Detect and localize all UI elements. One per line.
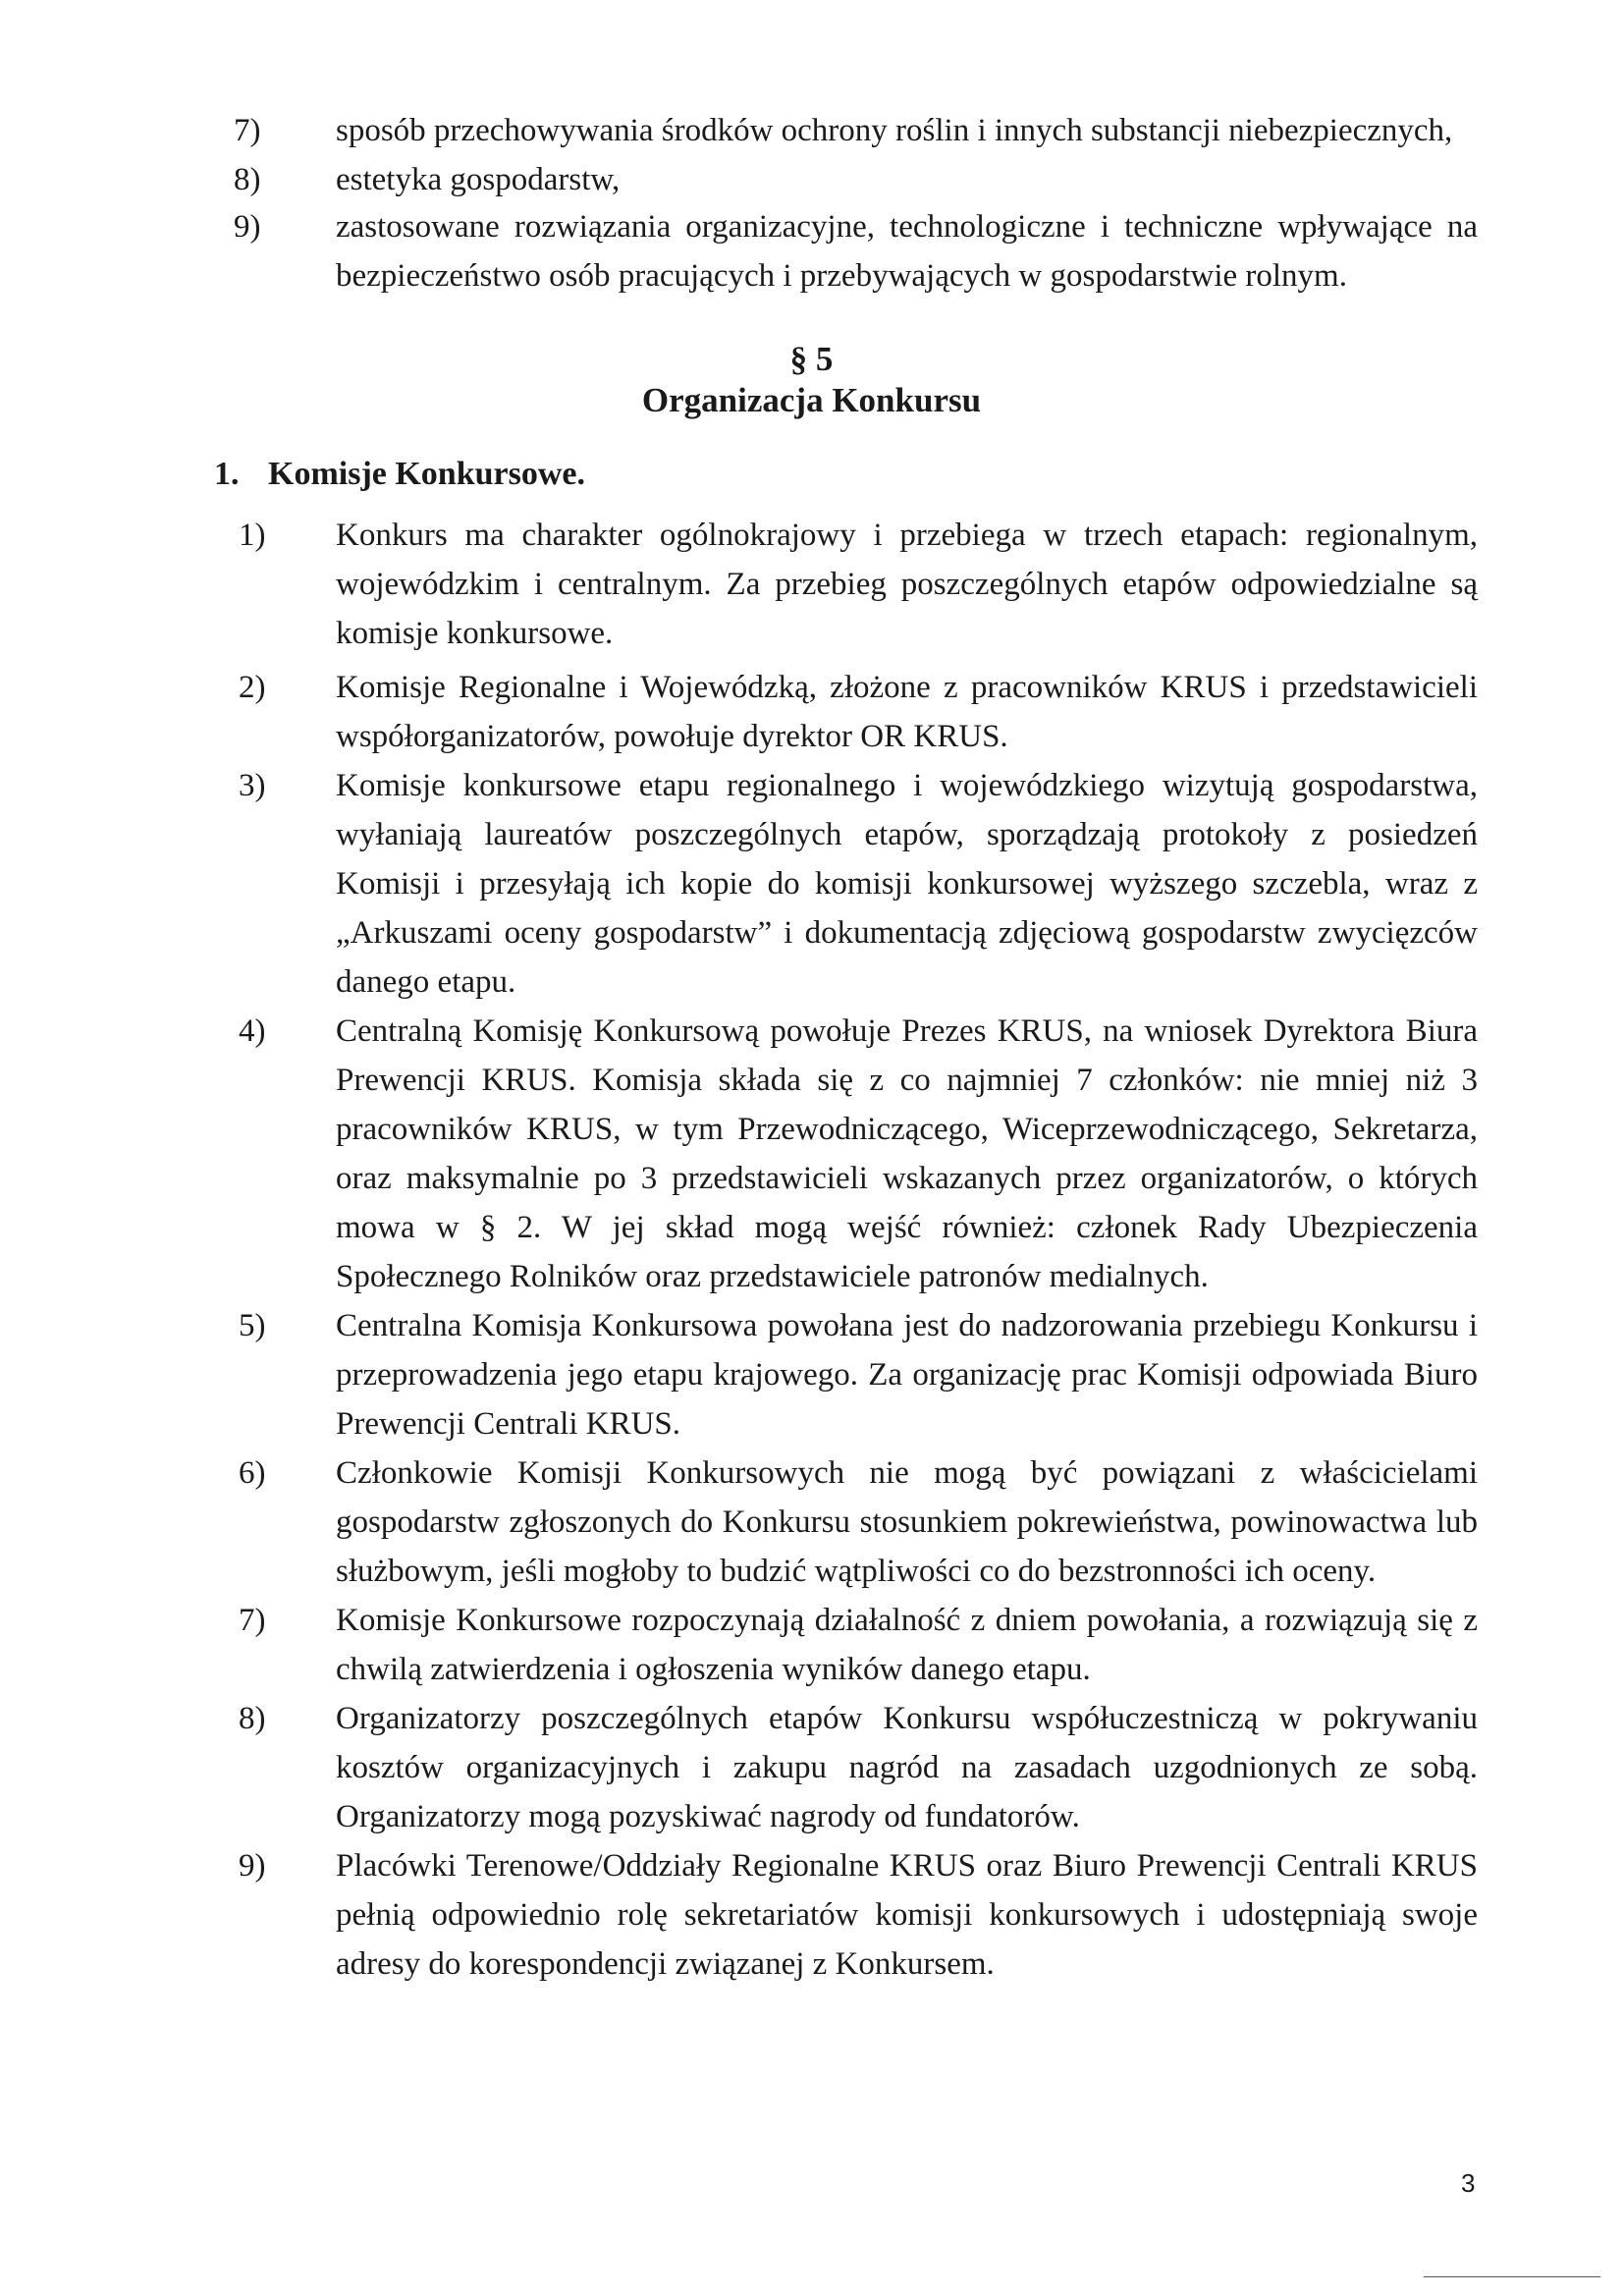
subsection-heading: [214, 450, 585, 499]
list-item: [239, 1449, 1478, 1596]
list-item-number: 6): [239, 1455, 266, 1491]
list-item-text: estetyka gospodarstw,: [336, 162, 621, 197]
list-item-text: zastosowane rozwiązania organizacyjne, technologiczne i techniczne wpływające na bezpieczeństwo osób pracujących i przebywających w gospodarstwie rolnym.: [336, 209, 1478, 294]
list-item-number: 3): [239, 768, 266, 803]
list-item-text: Komisje konkursowe etapu regionalnego i wojewódzkiego wizytują gospodarstwa, wyłaniają laureatów poszczególnych etapów, sporządzają protokoły z posiedzeń Komisji i przesyłają ich kopie do komisji konkursowej wyższego szczebla, wraz z „Arkuszami oceny gospodarstw” i dokumentacją zdjęciową gospodarstw zwycięzców danego etapu.: [336, 768, 1478, 1000]
list-item-number: 4): [239, 1013, 266, 1049]
list-item-text: Centralna Komisja Konkursowa powołana jest do nadzorowania przebiegu Konkursu i przeprowadzenia jego etapu krajowego. Za organizację prac Komisji odpowiada Biuro Prewencji Centrali KRUS.: [336, 1308, 1478, 1442]
list-item-text: sposób przechowywania środków ochrony roślin i innych substancji niebezpiecznych,: [336, 113, 1453, 148]
list-item-number: 9): [234, 209, 261, 245]
list-item: [239, 511, 1478, 658]
list-item: [239, 663, 1478, 761]
list-item-number: 2): [239, 670, 266, 705]
list-item-number: 5): [239, 1308, 266, 1343]
list-item-number: 7): [239, 1603, 266, 1638]
list-item-text: Członkowie Komisji Konkursowych nie mogą być powiązani z właścicielami gospodarstw zgłoszonych do Konkursu stosunkiem pokrewieństwa, powinowactwa lub służbowym, jeśli mogłoby to budzić wątpliwości co do bezstronności ich oceny.: [336, 1455, 1478, 1589]
list-item-text: Placówki Terenowe/Oddziały Regionalne KRUS oraz Biuro Prewencji Centrali KRUS pełnią odpowiednio rolę sekretariatów komisji konkursowych i udostępniają swoje adresy do korespondencji związanej z Konkursem.: [336, 1848, 1478, 1982]
list-item-text: Komisje Konkursowe rozpoczynają działalność z dniem powołania, a rozwiązują się z chwilą zatwierdzenia i ogłoszenia wyników danego etapu.: [336, 1603, 1478, 1687]
top-list-item: [234, 106, 1478, 155]
top-list-item: [234, 155, 1478, 204]
section-title: Organizacja Konkursu: [641, 381, 982, 419]
list-item: [239, 1007, 1478, 1301]
section-symbol: § 5: [789, 340, 834, 378]
list-item-text: Komisje Regionalne i Wojewódzką, złożone z pracowników KRUS i przedstawicieli współorganizatorów, powołuje dyrektor OR KRUS.: [336, 670, 1478, 754]
list-item-number: 7): [234, 113, 261, 148]
list-item-number: 1): [239, 518, 266, 553]
subsection-number: 1.: [214, 456, 240, 492]
list-item-text: Konkurs ma charakter ogólnokrajowy i przebiega w trzech etapach: regionalnym, wojewódzkim i centralnym. Za przebieg poszczególnych etapów odpowiedzialne są komisje konkursowe.: [336, 518, 1478, 651]
list-item-number: 8): [234, 162, 261, 197]
list-item-text: Organizatorzy poszczególnych etapów Konkursu współuczestniczą w pokrywaniu kosztów organizacyjnych i zakupu nagród na zasadach uzgodnionych ze sobą. Organizatorzy mogą pozyskiwać nagrody od fundatorów.: [336, 1701, 1478, 1834]
list-item-number: 8): [239, 1701, 266, 1736]
list-item: [239, 1841, 1478, 1989]
subsection-title: Komisje Konkursowe.: [268, 456, 585, 492]
list-item: [239, 1301, 1478, 1449]
list-item: [239, 1694, 1478, 1841]
footer-rule: [1424, 2276, 1600, 2277]
list-item: [239, 1596, 1478, 1694]
top-list-item: [234, 202, 1478, 301]
list-item-number: 9): [239, 1848, 266, 1884]
page-number: 3: [1461, 2168, 1476, 2198]
list-item-text: Centralną Komisję Konkursową powołuje Prezes KRUS, na wniosek Dyrektora Biura Prewencji KRUS. Komisja składa się z co najmniej 7 członków: nie mniej niż 3 pracowników KRUS, w tym Przewodniczącego, Wiceprzewodniczącego, Sekretarza, oraz maksymalnie po 3 przedstawicieli wskazanych przez organizatorów, o których mowa w § 2. W jej skład mogą wejść również: członek Rady Ubezpieczenia Społecznego Rolników oraz przedstawiciele patronów medialnych.: [336, 1013, 1478, 1294]
list-item: [239, 761, 1478, 1007]
